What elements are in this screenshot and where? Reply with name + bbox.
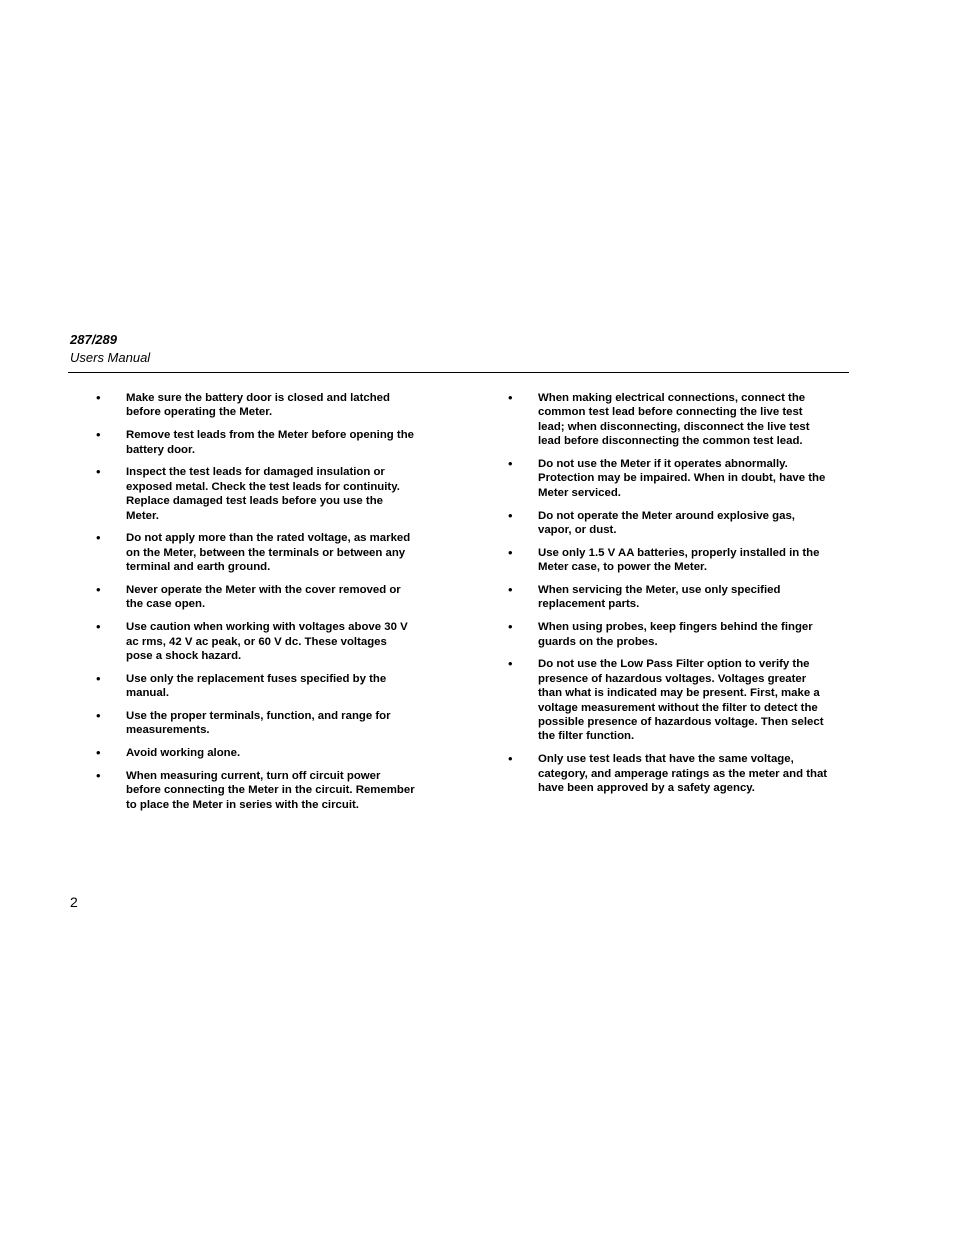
left-column-list	[96, 391, 416, 821]
list-item	[508, 457, 828, 500]
list-item	[96, 672, 416, 701]
bullet-icon: •	[96, 745, 101, 761]
list-item	[508, 752, 828, 795]
list-item-text: Inspect the test leads for damaged insulation or exposed metal. Check the test leads for continuity. Replace damaged test leads before you use the Meter.	[126, 466, 400, 522]
list-item-text: When using probes, keep fingers behind the finger guards on the probes.	[538, 621, 813, 648]
bullet-icon: •	[96, 427, 101, 443]
list-item	[96, 709, 416, 738]
manual-title: Users Manual	[70, 350, 151, 365]
list-item	[96, 531, 416, 574]
list-item	[96, 620, 416, 663]
model-number: 287/289	[70, 332, 117, 347]
right-column-list	[508, 391, 828, 804]
list-item	[508, 657, 828, 743]
bullet-icon: •	[96, 708, 101, 724]
list-item	[508, 546, 828, 575]
list-item-text: Do not operate the Meter around explosive gas, vapor, or dust.	[538, 509, 795, 537]
bullet-icon: •	[96, 464, 101, 480]
header-rule	[68, 372, 849, 373]
list-item-text: Never operate the Meter with the cover removed or the case open.	[126, 584, 401, 611]
list-item	[96, 465, 416, 523]
bullet-icon: •	[508, 456, 513, 472]
bullet-icon: •	[96, 619, 101, 635]
list-item-text: Do not use the Meter if it operates abnormally. Protection may be impaired. When in doubt, have the Meter serviced.	[538, 458, 826, 499]
bullet-icon: •	[508, 544, 513, 560]
list-item-text: Make sure the battery door is closed and latched before operating the Meter.	[126, 392, 390, 419]
list-item-text: Do not apply more than the rated voltage, as marked on the Meter, between the terminals or between any terminal and earth ground.	[126, 532, 411, 574]
list-item-text: Remove test leads from the Meter before opening the battery door.	[126, 429, 414, 456]
list-item	[96, 769, 416, 812]
list-item-text: Use only 1.5 V AA batteries, properly installed in the Meter case, to power the Meter.	[538, 546, 820, 574]
list-item-text: Use only the replacement fuses specified by the manual.	[126, 672, 387, 700]
list-item	[96, 428, 416, 457]
bullet-icon: •	[96, 582, 101, 598]
list-item	[96, 391, 416, 420]
list-item	[508, 583, 828, 612]
list-item-text: When servicing the Meter, use only specified replacement parts.	[538, 584, 781, 611]
list-item	[96, 583, 416, 612]
list-item-text: Only use test leads that have the same voltage, category, and amperage ratings as the meter and that have been approved by a safety agency.	[538, 753, 828, 795]
page-number: 2	[70, 894, 78, 910]
list-item	[508, 620, 828, 649]
list-item-text: When measuring current, turn off circuit power before connecting the Meter in the circuit. Remember to place the Meter in series with the circuit.	[126, 770, 415, 811]
list-item-text: Do not use the Low Pass Filter option to verify the presence of hazardous voltages. Voltages greater than what is indicated may be present. First, make a voltage measurement without the filter to detect the possible presence of hazardous voltage. Then select the filter function.	[538, 658, 824, 743]
bullet-icon: •	[96, 670, 101, 686]
list-item	[508, 509, 828, 538]
bullet-icon: •	[508, 390, 513, 405]
bullet-icon: •	[96, 390, 101, 405]
list-item	[508, 391, 828, 449]
bullet-icon: •	[508, 619, 513, 635]
list-item-text: Avoid working alone.	[126, 747, 241, 760]
bullet-icon: •	[96, 768, 101, 784]
list-item-text: When making electrical connections, connect the common test lead before connecting the live test lead; when disconnecting, disconnect the live test lead before disconnecting the common test lead.	[538, 392, 810, 448]
list-item	[96, 746, 416, 760]
bullet-icon: •	[508, 656, 513, 672]
page-header	[70, 331, 150, 367]
bullet-icon: •	[508, 582, 513, 598]
bullet-icon: •	[508, 751, 513, 767]
bullet-icon: •	[96, 530, 101, 546]
list-item-text: Use caution when working with voltages above 30 V ac rms, 42 V ac peak, or 60 V dc. These voltages pose a shock hazard.	[126, 621, 408, 663]
list-item-text: Use the proper terminals, function, and range for measurements.	[126, 710, 391, 737]
bullet-icon: •	[508, 507, 513, 523]
